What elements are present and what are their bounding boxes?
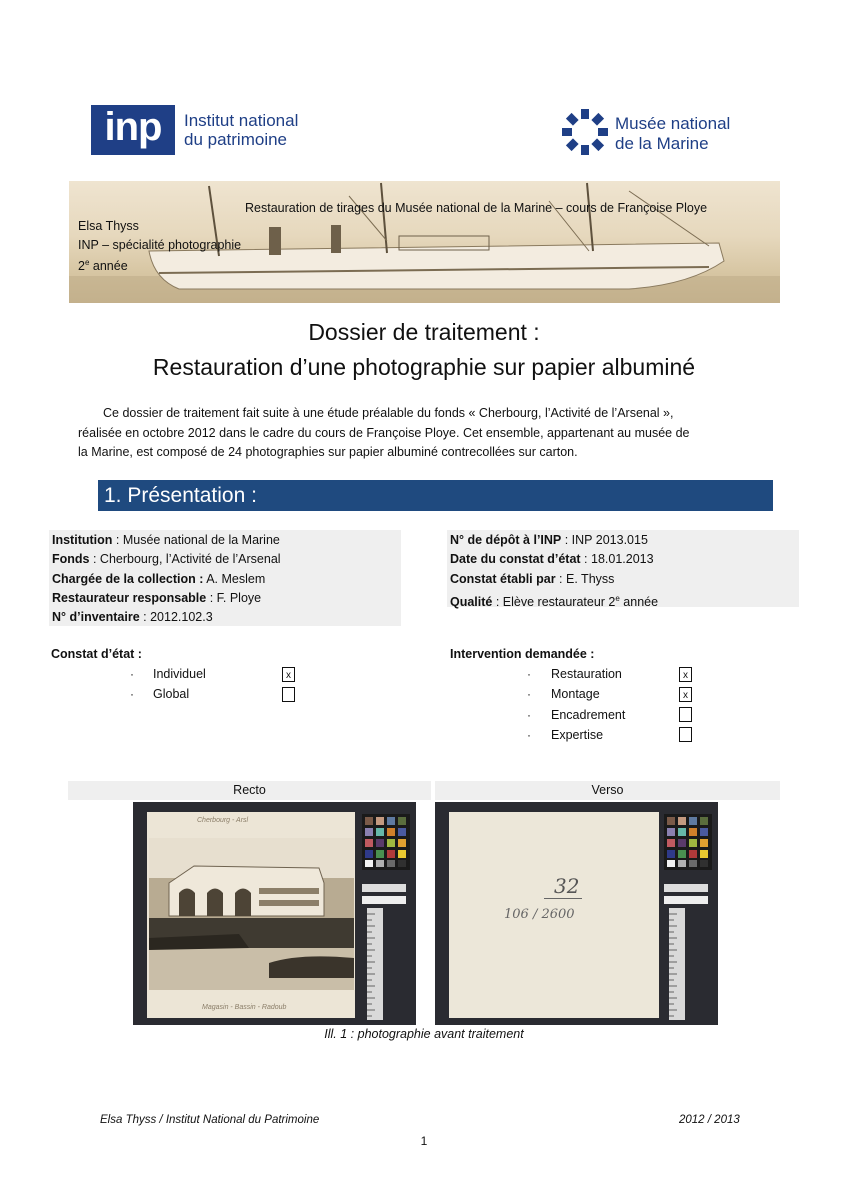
page-title: Dossier de traitement : xyxy=(308,319,540,345)
constat-individuel-checkbox[interactable]: x xyxy=(282,667,295,682)
intro-line-1: Ce dossier de traitement fait suite à une étude préalable du fonds « Cherbourg, l’Activité de l’Arsenal », xyxy=(103,406,674,420)
intervention-bullet-1: · xyxy=(527,667,531,681)
inventaire-value: : 2012.102.3 xyxy=(139,610,213,625)
qualite-label: Qualité xyxy=(450,595,493,610)
etabli-value: : E. Thyss xyxy=(555,571,615,586)
recto-label-strip-2 xyxy=(362,896,406,904)
banner-speciality: INP – spécialité photographie xyxy=(78,238,242,252)
qualite-rest: année xyxy=(619,595,659,610)
banner-author: Elsa Thyss xyxy=(78,219,139,233)
intervention-encadrement-checkbox[interactable] xyxy=(679,707,692,722)
charge-value: A. Meslem xyxy=(203,571,266,586)
verso-photo xyxy=(435,802,718,1025)
figure-caption: Ill. 1 : photographie avant traitement xyxy=(324,1027,524,1041)
intervention-bullet-2: · xyxy=(527,687,531,701)
info-depot xyxy=(450,531,796,550)
recto-mount xyxy=(147,812,355,1018)
museum-logo-line1: Musée national xyxy=(615,114,731,133)
charge-label: Chargée de la collection : xyxy=(52,571,204,586)
verso-header: Verso xyxy=(435,781,780,800)
museum-logo-line2: de la Marine xyxy=(615,134,709,153)
constat-global-checkbox[interactable] xyxy=(282,687,295,702)
footer-right: 2012 / 2013 xyxy=(679,1114,740,1126)
constat-label: Constat d’état : xyxy=(51,647,142,661)
recto-label-strip-1 xyxy=(362,884,406,892)
constat-option-global: Global xyxy=(153,687,190,701)
info-qualite xyxy=(450,589,796,612)
verso-underline xyxy=(544,898,582,899)
info-fonds xyxy=(52,550,398,569)
ruler-icon xyxy=(367,908,383,1020)
arsenal-photo-icon xyxy=(149,838,354,990)
info-date xyxy=(450,550,796,569)
info-charge xyxy=(52,570,398,589)
verso-label-strip-1 xyxy=(664,884,708,892)
intro-line-3: la Marine, est composé de 24 photographies sur papier albuminé contrecollées sur carton. xyxy=(78,445,578,459)
footer-left: Elsa Thyss / Institut National du Patrimoine xyxy=(100,1114,320,1126)
constat-bullet-2: · xyxy=(130,687,134,701)
etabli-label: Constat établi par xyxy=(450,571,556,586)
info-etabli xyxy=(450,570,796,589)
fonds-value: : Cherbourg, l’Activité de l’Arsenal xyxy=(89,552,281,567)
qualite-sup: e xyxy=(615,593,620,603)
info-institution xyxy=(52,531,398,550)
museum-star-icon xyxy=(561,108,609,156)
intervention-montage-checkbox[interactable]: x xyxy=(679,687,692,702)
recto-header: Recto xyxy=(68,781,431,800)
inp-logo: inp xyxy=(91,105,175,155)
banner-year-sup: e xyxy=(84,258,90,267)
constat-bullet-1: · xyxy=(130,667,134,681)
info-inventaire xyxy=(52,608,398,627)
ship-banner xyxy=(69,181,780,303)
recto-top-inscription: Cherbourg - Arsl xyxy=(197,817,249,824)
banner-course: Restauration de tirages du Musée national de la Marine – cours de Françoise Ploye xyxy=(245,201,708,215)
intervention-expertise-checkbox[interactable] xyxy=(679,727,692,742)
banner-year xyxy=(78,258,128,273)
constat-option-individuel: Individuel xyxy=(153,667,206,681)
intervention-option-restauration: Restauration xyxy=(551,667,622,681)
restaurateur-label: Restaurateur responsable xyxy=(52,590,207,605)
fonds-label: Fonds xyxy=(52,552,90,567)
intervention-option-montage: Montage xyxy=(551,687,600,701)
depot-value: : INP 2013.015 xyxy=(561,533,648,547)
intervention-label: Intervention demandée : xyxy=(450,647,595,661)
inp-logo-line1: Institut national xyxy=(184,111,299,130)
verso-number: 32 xyxy=(554,874,580,898)
banner-year-rest: année xyxy=(92,259,128,274)
intervention-bullet-3: · xyxy=(527,708,531,722)
info-right-box xyxy=(447,530,799,610)
intervention-bullet-4: · xyxy=(527,728,531,742)
page-subtitle: Restauration d’une photographie sur papier albuminé xyxy=(152,354,696,380)
institution-value: : Musée national de la Marine xyxy=(112,533,280,547)
date-label: Date du constat d’état xyxy=(450,552,581,567)
verso-fraction: 106 / 2600 xyxy=(504,907,575,922)
section-heading: 1. Présentation : xyxy=(98,480,773,511)
page-number: 1 xyxy=(420,1134,428,1148)
depot-label: N° de dépôt à l’INP xyxy=(450,533,562,547)
date-value: : 18.01.2013 xyxy=(580,552,654,567)
info-restaurateur xyxy=(52,589,398,608)
verso-mount xyxy=(449,812,659,1018)
color-chart-icon xyxy=(362,814,410,870)
museum-logo-text xyxy=(615,114,730,154)
restaurateur-value: : F. Ploye xyxy=(206,590,262,605)
verso-label-strip-2 xyxy=(664,896,708,904)
verso-ruler-icon xyxy=(669,908,685,1020)
intervention-option-encadrement: Encadrement xyxy=(551,708,626,722)
recto-photo xyxy=(133,802,416,1025)
institution-label: Institution xyxy=(52,533,113,547)
intro-line-2: réalisée en octobre 2012 dans le cadre du cours de Françoise Ploye. Cet ensemble, appartenant au musée de xyxy=(78,426,690,440)
inventaire-label: N° d’inventaire xyxy=(52,610,140,625)
recto-bottom-inscription: Magasin - Bassin - Radoub xyxy=(202,1004,287,1011)
intervention-option-expertise: Expertise xyxy=(551,728,604,742)
verso-color-chart-icon xyxy=(664,814,712,870)
inp-logo-text xyxy=(184,111,298,149)
intervention-restauration-checkbox[interactable]: x xyxy=(679,667,692,682)
banner-year-num: 2 xyxy=(78,259,85,274)
inp-logo-line2: du patrimoine xyxy=(184,130,288,149)
info-left-box xyxy=(49,530,401,626)
qualite-value: : Elève restaurateur 2 xyxy=(492,595,616,610)
